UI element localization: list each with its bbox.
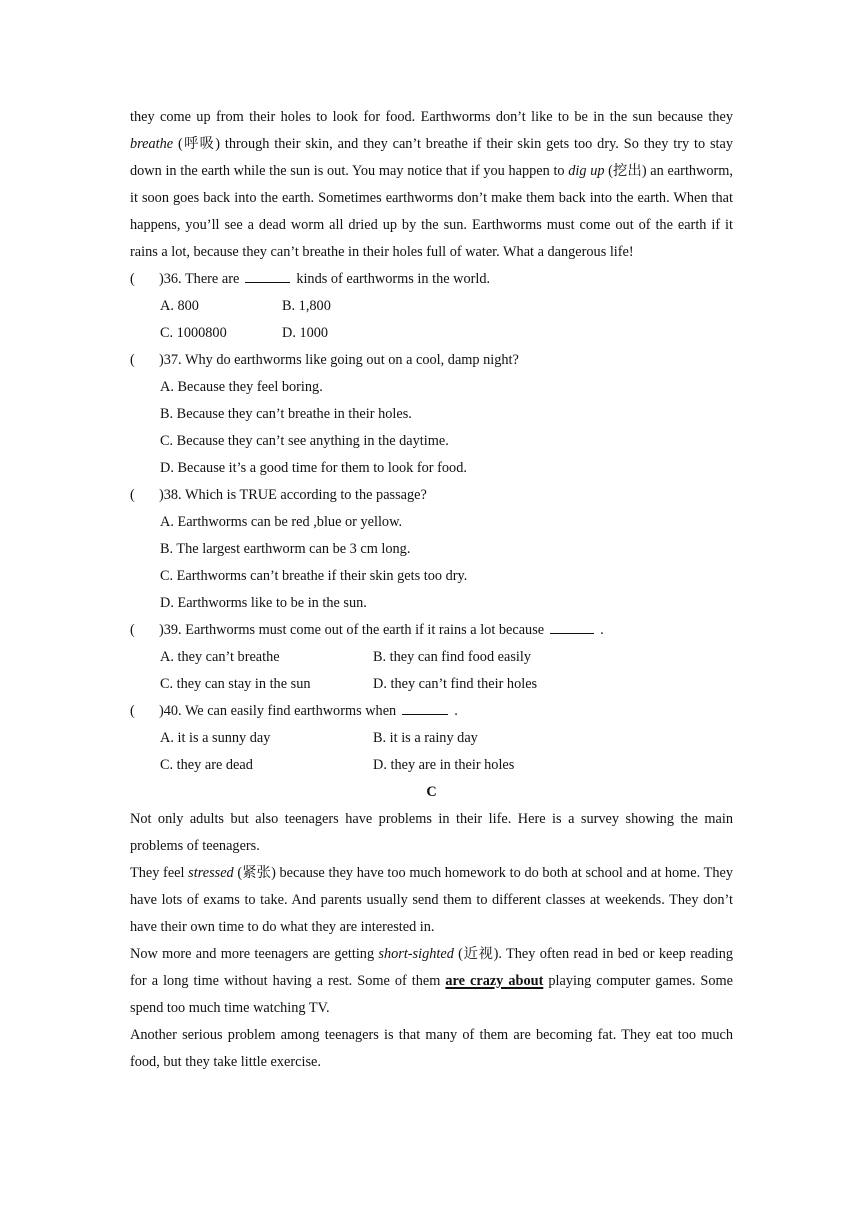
option-d: D. they can’t find their holes xyxy=(373,676,538,692)
option-c: C. 1000800 xyxy=(160,325,227,341)
section-c-paragraph-2 xyxy=(130,860,733,941)
italic-term-stressed: stressed xyxy=(188,865,234,881)
option-d: D. they are in their holes xyxy=(373,757,515,773)
italic-term-short-sighted: short-sighted xyxy=(378,946,454,962)
option-d: D. Earthworms like to be in the sun. xyxy=(160,595,367,611)
options-row xyxy=(130,752,733,779)
option-c: C. Because they can’t see anything in the daytime. xyxy=(160,433,449,449)
option-b: B. 1,800 xyxy=(282,298,331,314)
answer-bracket: ( xyxy=(130,703,135,719)
option-a: A. Earthworms can be red ,blue or yellow. xyxy=(160,514,403,530)
question-37-stem: )37. Why do earthworms like going out on a cool, damp night? xyxy=(159,352,519,368)
text-span: (挖出) an earthworm, it soon goes back into the earth. Sometimes earthworms don’t make them back into the earth. When that happens, you’ll see a dead worm all dried up by the sun. Earthworms must come out of the earth if it rains a lot, because they can’t breathe in their holes full of water. What a dangerous life! xyxy=(130,163,733,260)
stem-text: )39. Earthworms must come out of the earth if it rains a lot because xyxy=(159,622,545,638)
option-c: C. they can stay in the sun xyxy=(160,676,311,692)
answer-blank xyxy=(550,619,594,634)
options-row xyxy=(130,320,733,347)
options-row xyxy=(130,644,733,671)
option-a: A. 800 xyxy=(160,298,199,314)
answer-bracket: ( xyxy=(130,271,135,287)
option-c: C. Earthworms can’t breathe if their skin gets too dry. xyxy=(160,568,468,584)
question-36 xyxy=(130,266,733,293)
option-a: A. Because they feel boring. xyxy=(160,379,323,395)
section-heading: C xyxy=(426,784,437,800)
stem-text: kinds of earthworms in the world. xyxy=(296,271,491,287)
option-b: B. The largest earthworm can be 3 cm long. xyxy=(160,541,411,557)
text-span: (紧张) because they have too much homework to do both at school and at home. They have lots of exams to take. And parents usually send them to different classes at weekends. They don’t have their own time to do what they are interested in. xyxy=(130,865,733,935)
options-row xyxy=(130,725,733,752)
text-span: (呼吸) through their skin, and they can’t breathe if their skin gets too dry. So they try to stay down in the earth while the sun is out. You may notice that if you happen to xyxy=(130,136,733,179)
document-page xyxy=(130,104,733,1076)
option-b: B. Because they can’t breathe in their holes. xyxy=(160,406,412,422)
section-c-paragraph-3 xyxy=(130,941,733,1022)
section-c-paragraph-1: Not only adults but also teenagers have problems in their life. Here is a survey showing the main problems of teenagers. xyxy=(130,811,733,854)
text-span: playing computer games. Some spend too much time watching TV. xyxy=(130,973,733,1016)
stem-text: )36. There are xyxy=(159,271,240,287)
answer-bracket: ( xyxy=(130,487,135,503)
question-39-stem xyxy=(159,617,604,644)
text-span: they come up from their holes to look for food. Earthworms don’t like to be in the sun because they xyxy=(130,109,733,125)
text-span: They feel xyxy=(130,865,189,881)
stem-text: . xyxy=(600,622,604,638)
stem-text: . xyxy=(454,703,458,719)
section-c-paragraph-4: Another serious problem among teenagers is that many of them are becoming fat. They eat too much food, but they take little exercise. xyxy=(130,1027,733,1070)
options-row xyxy=(130,671,733,698)
question-40 xyxy=(130,698,733,725)
question-40-stem xyxy=(159,698,458,725)
question-37 xyxy=(130,347,733,374)
answer-blank xyxy=(402,700,448,715)
question-36-stem xyxy=(159,266,490,293)
option-d: D. 1000 xyxy=(282,325,329,341)
text-span: Now more and more teenagers are getting xyxy=(130,946,379,962)
option-b: B. they can find food easily xyxy=(373,649,532,665)
option-a: A. they can’t breathe xyxy=(160,649,280,665)
answer-blank xyxy=(245,268,290,283)
text-span: (近视). They often read in bed or keep reading for a long time without having a rest. Some of them xyxy=(130,946,733,989)
italic-term-breathe: breathe xyxy=(130,136,174,152)
option-d: D. Because it’s a good time for them to look for food. xyxy=(160,460,467,476)
option-a: A. it is a sunny day xyxy=(160,730,271,746)
underlined-phrase: are crazy about xyxy=(445,973,544,989)
question-38 xyxy=(130,482,733,509)
options-row xyxy=(130,293,733,320)
option-b: B. it is a rainy day xyxy=(373,730,478,746)
passage-b-paragraph xyxy=(130,104,733,266)
italic-term-dig-up: dig up xyxy=(568,163,605,179)
stem-text: )40. We can easily find earthworms when xyxy=(159,703,397,719)
question-38-stem: )38. Which is TRUE according to the passage? xyxy=(159,487,427,503)
option-c: C. they are dead xyxy=(160,757,253,773)
question-39 xyxy=(130,617,733,644)
answer-bracket: ( xyxy=(130,622,135,638)
answer-bracket: ( xyxy=(130,352,135,368)
